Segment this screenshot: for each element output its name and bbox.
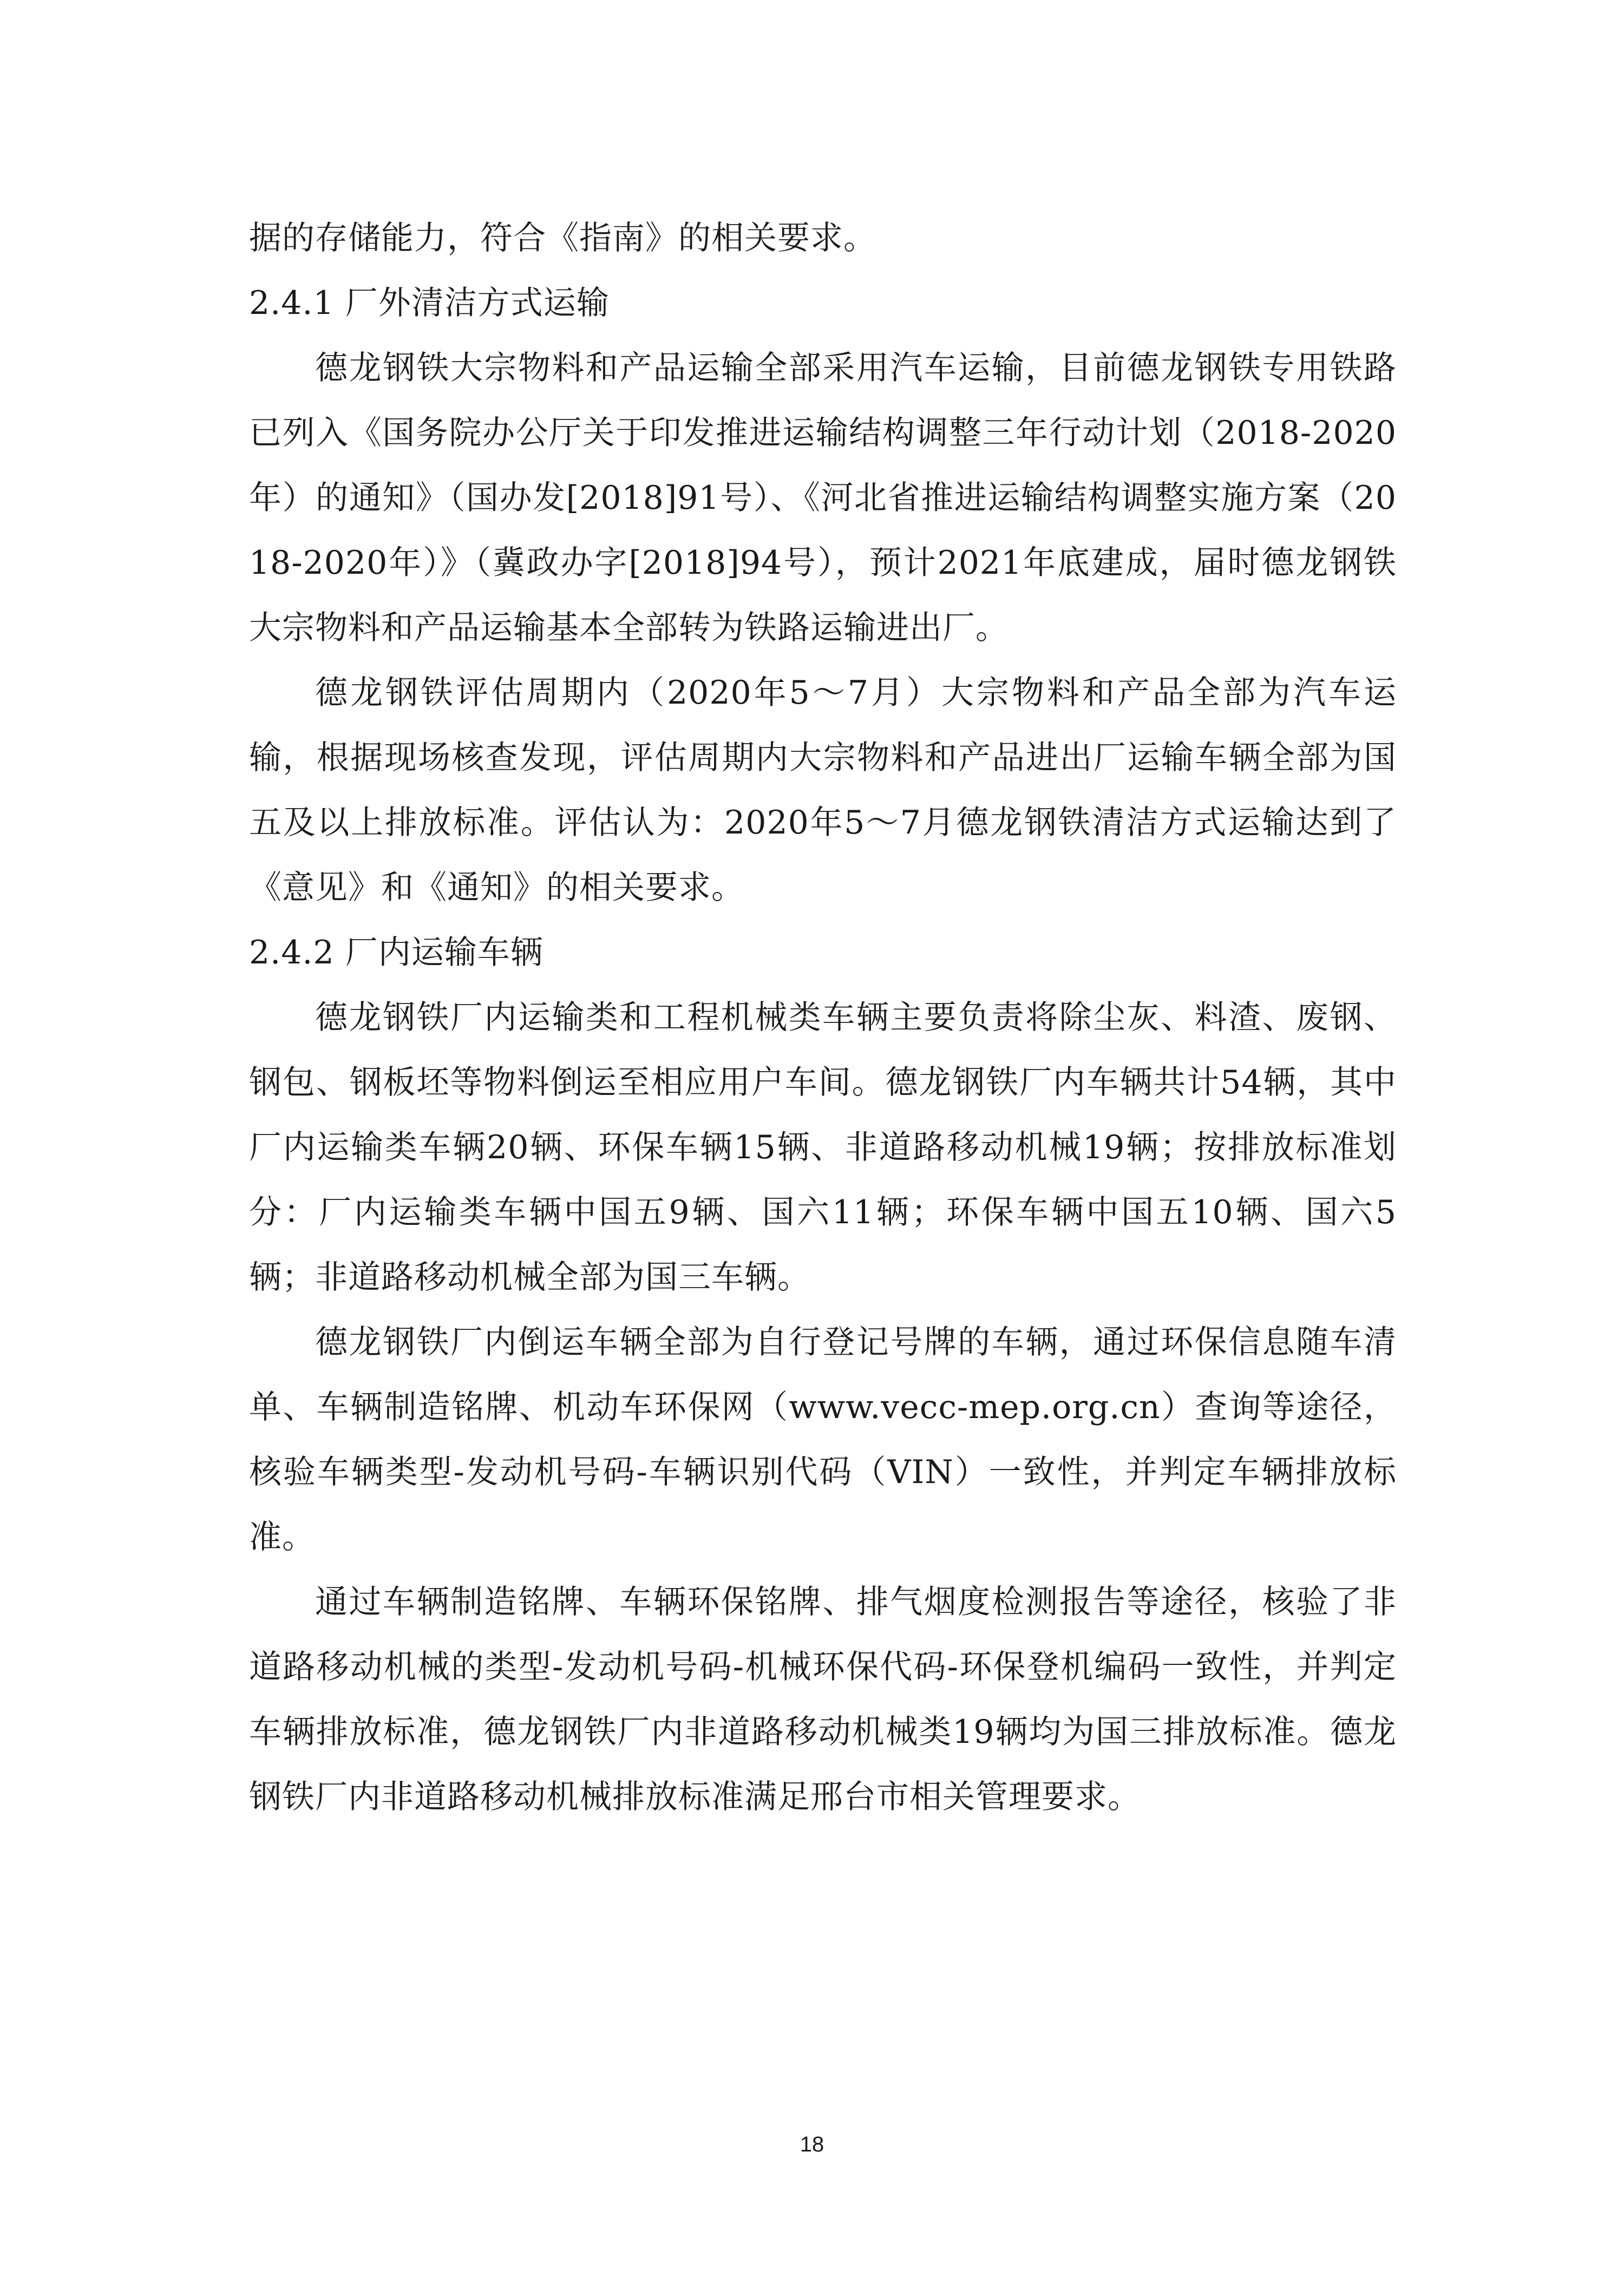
page-number: 18 bbox=[800, 2133, 824, 2156]
document-body bbox=[249, 206, 1397, 1829]
paragraph-vehicle-counts: 德龙钢铁厂内运输类和工程机械类车辆主要负责将除尘灰、料渣、废钢、钢包、钢板坯等物料倒运至相应用户车间。德龙钢铁厂内车辆共计54辆，其中厂内运输类车辆20辆、环保车辆15辆、非道路移动机械19辆；按排放标准划分：厂内运输类车辆中国五9辆、国六11辆；环保车辆中国五10辆、国六5辆；非道路移动机械全部为国三车辆。 bbox=[249, 999, 1397, 1296]
paragraph-vehicle-verification: 德龙钢铁厂内倒运车辆全部为自行登记号牌的车辆，通过环保信息随车清单、车辆制造铭牌、机动车环保网（www.vecc-mep.org.cn）查询等途径，核验车辆类型-发动机号码-车辆识别代码（VIN）一致性，并判定车辆排放标准。 bbox=[249, 1323, 1397, 1556]
paragraph-transport-mode: 德龙钢铁大宗物料和产品运输全部采用汽车运输，目前德龙钢铁专用铁路已列入《国务院办公厅关于印发推进运输结构调整三年行动计划（2018-2020年）的通知》（国办发[2018]91号）、《河北省推进运输结构调整实施方案（2018-2020年）》（冀政办字[2018]94号），预计2021年底建成，届时德龙钢铁大宗物料和产品运输基本全部转为铁路运输进出厂。 bbox=[249, 349, 1397, 647]
section-heading-2-4-1: 2.4.1 厂外清洁方式运输 bbox=[249, 284, 610, 322]
paragraph-assessment-period: 德龙钢铁评估周期内（2020年5～7月）大宗物料和产品全部为汽车运输，根据现场核查发现，评估周期内大宗物料和产品进出厂运输车辆全部为国五及以上排放标准。评估认为：2020年5～7月德龙钢铁清洁方式运输达到了《意见》和《通知》的相关要求。 bbox=[249, 674, 1397, 907]
paragraph-machinery-verification: 通过车辆制造铭牌、车辆环保铭牌、排气烟度检测报告等途径，核验了非道路移动机械的类型-发动机号码-机械环保代码-环保登机编码一致性，并判定车辆排放标准，德龙钢铁厂内非道路移动机械类19辆均为国三排放标准。德龙钢铁厂内非道路移动机械排放标准满足邢台市相关管理要求。 bbox=[249, 1583, 1397, 1816]
section-heading-2-4-2: 2.4.2 厂内运输车辆 bbox=[249, 934, 543, 972]
paragraph-continuation: 据的存储能力，符合《指南》的相关要求。 bbox=[249, 219, 876, 257]
